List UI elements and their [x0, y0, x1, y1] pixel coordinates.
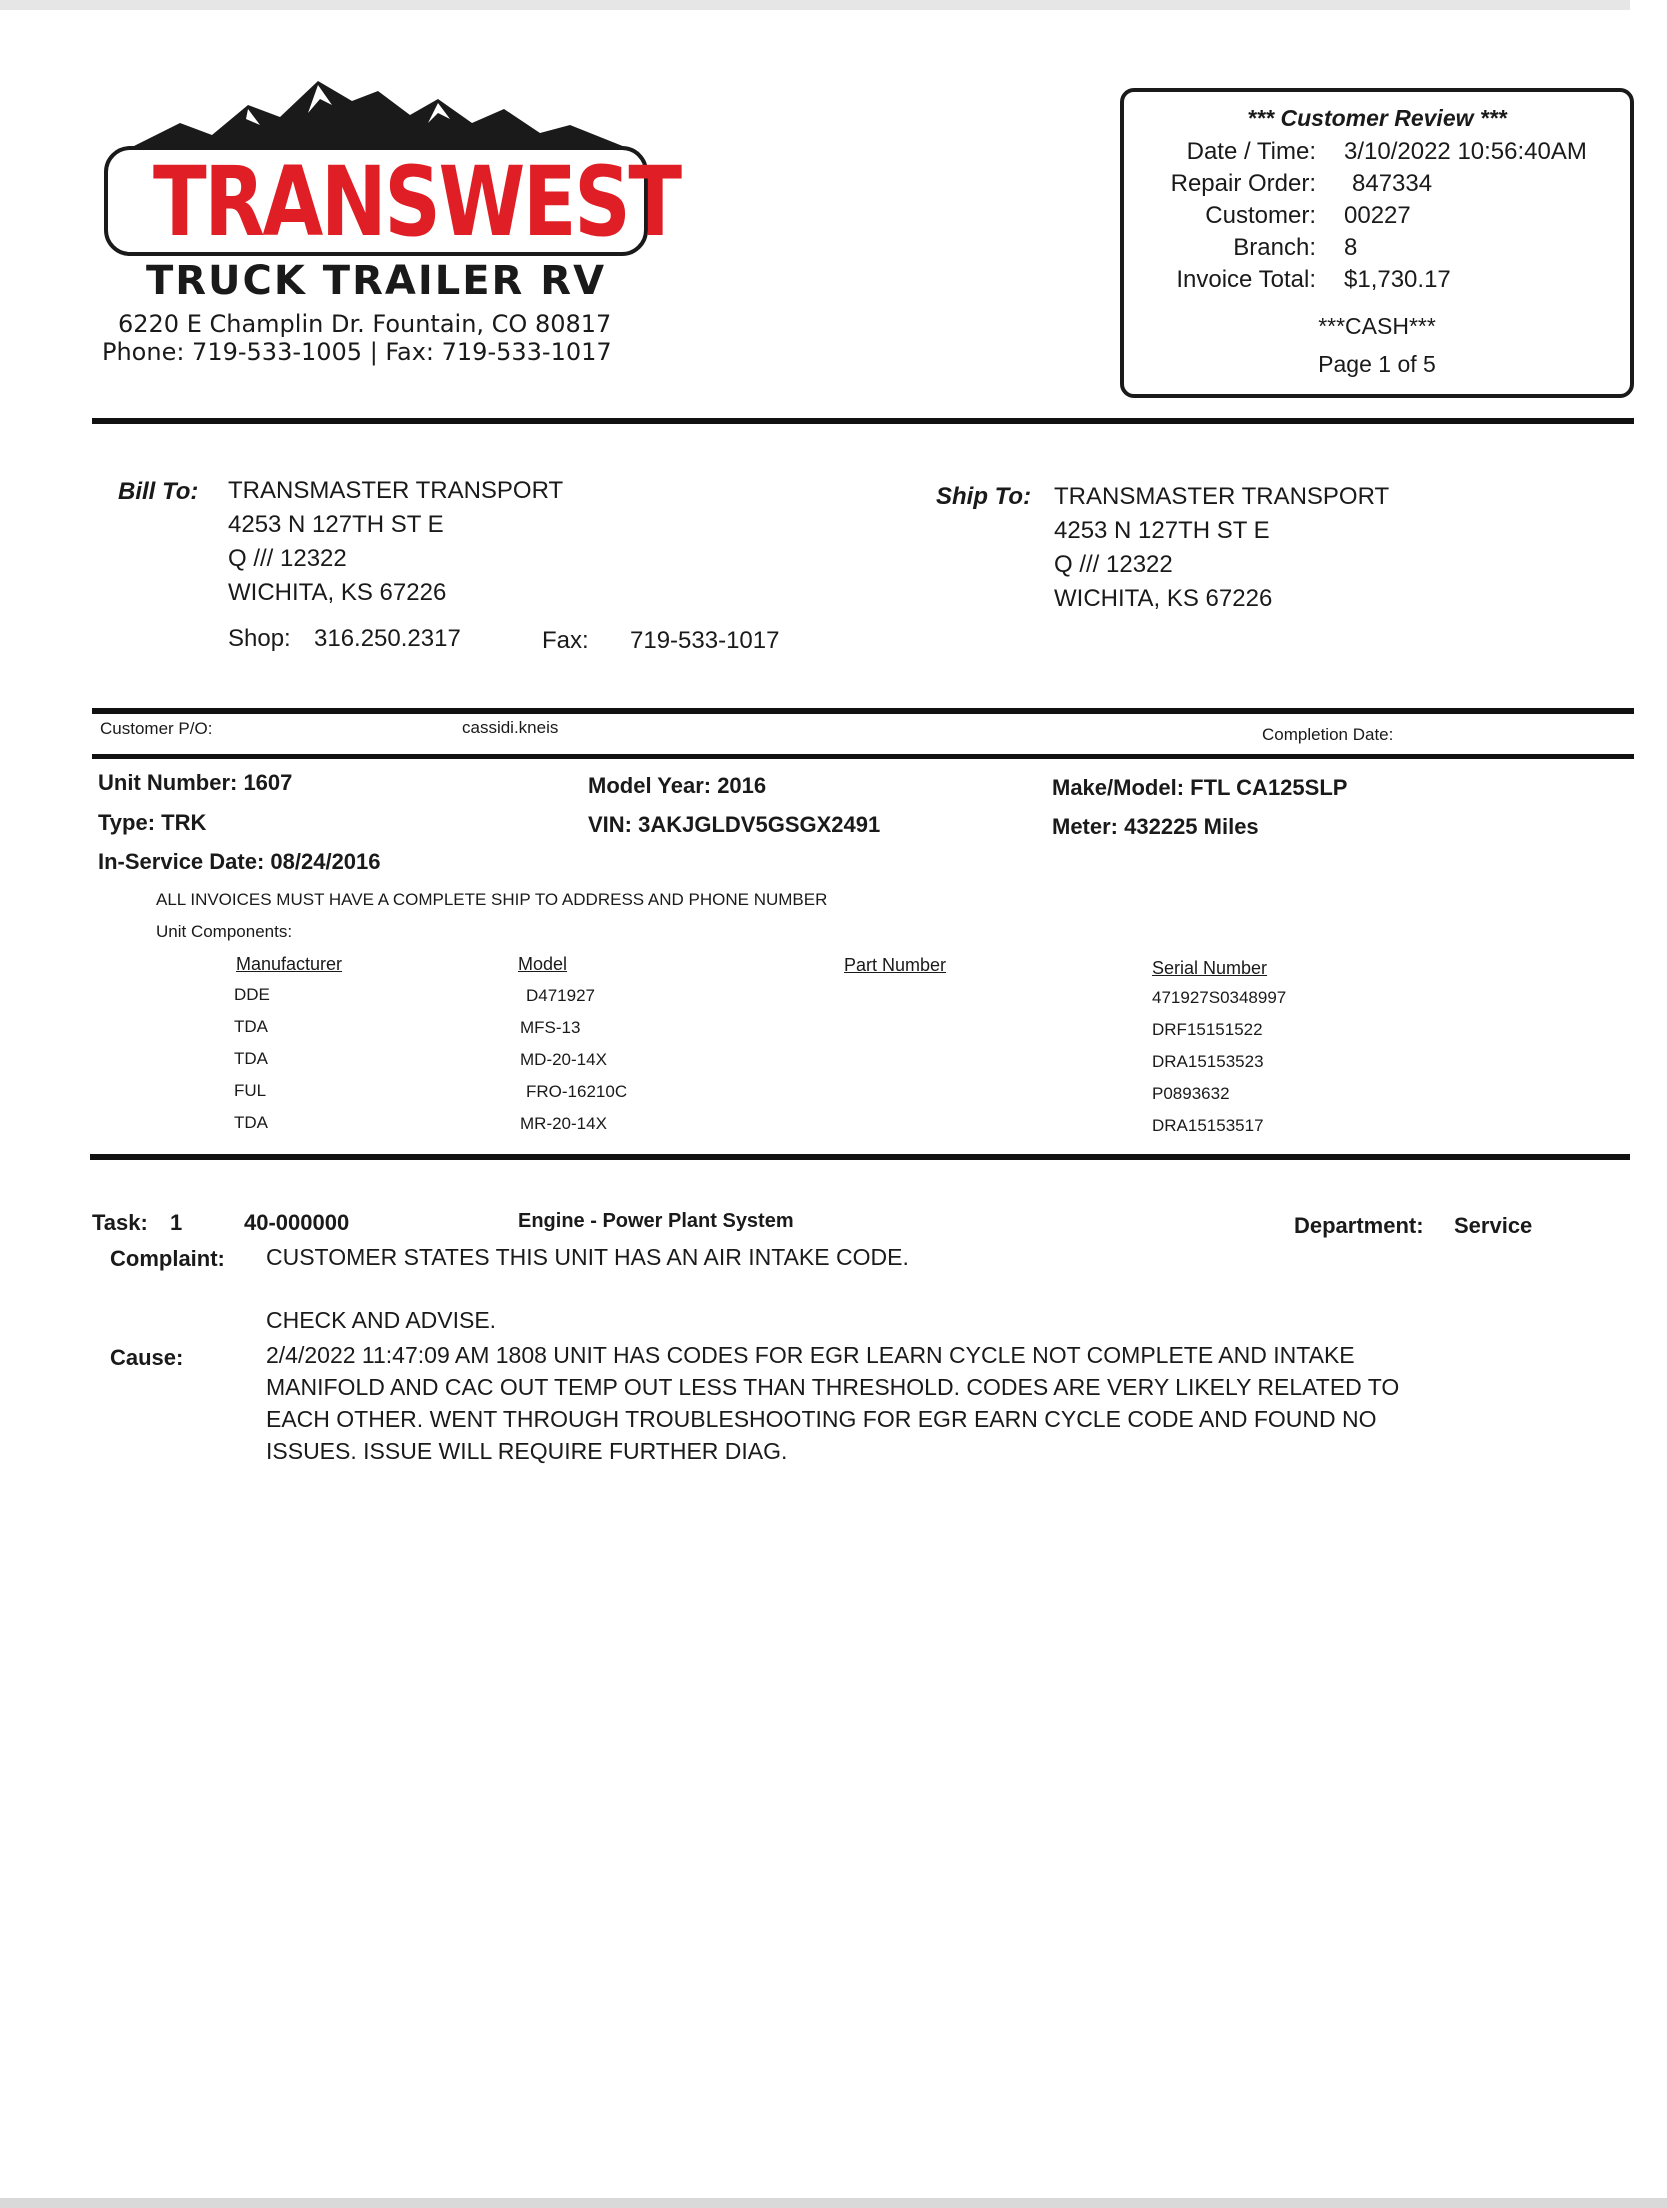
company-tagline: TRUCK TRAILER RV — [145, 258, 607, 304]
company-phone: Phone: 719-533-1005 | Fax: 719-533-1017 — [102, 338, 612, 366]
divider — [92, 754, 1634, 759]
divider — [90, 1154, 1630, 1160]
ship-to-label: Ship To: — [936, 483, 1032, 510]
make-model: Make/Model: FTL CA125SLP — [1052, 775, 1348, 800]
address-line: Q /// 12322 — [1054, 551, 1173, 578]
serial-column — [1152, 982, 1286, 1142]
address-line: 4253 N 127TH ST E — [1054, 517, 1270, 544]
model-year: Model Year: 2016 — [588, 773, 767, 798]
shop-phone: 316.250.2317 — [314, 625, 461, 652]
task-system: Engine - Power Plant System — [518, 1210, 794, 1232]
table-cell: DRF15151522 — [1152, 1020, 1263, 1039]
shop-label: Shop: — [228, 625, 291, 652]
divider — [92, 418, 1634, 424]
po-value: cassidi.kneis — [462, 718, 559, 737]
payment-type: ***CASH*** — [1318, 313, 1436, 339]
table-cell: MD-20-14X — [520, 1050, 607, 1069]
review-value: 3/10/2022 10:56:40AM — [1344, 138, 1587, 165]
address-line: Q /// 12322 — [228, 545, 347, 572]
review-value: $1,730.17 — [1344, 266, 1451, 293]
scan-top-edge — [0, 0, 1630, 10]
unit-number: Unit Number: 1607 — [98, 770, 293, 795]
review-label: Branch: — [1233, 234, 1316, 261]
in-service-date: In-Service Date: 08/24/2016 — [98, 849, 381, 874]
page-number: Page 1 of 5 — [1318, 351, 1436, 377]
bill-to-label: Bill To: — [118, 478, 199, 505]
table-cell: 471927S0348997 — [1152, 988, 1287, 1007]
model-column — [520, 980, 627, 1140]
address-line: WICHITA, KS 67226 — [228, 579, 447, 606]
address-line: TRANSMASTER TRANSPORT — [228, 477, 564, 504]
col-header-part-number: Part Number — [844, 955, 947, 975]
unit-type: Type: TRK — [98, 810, 207, 835]
review-label: Repair Order: — [1170, 170, 1316, 197]
cause-text — [266, 1339, 1399, 1467]
task-label: Task: — [92, 1210, 148, 1235]
address-line: WICHITA, KS 67226 — [1054, 585, 1273, 612]
company-address: 6220 E Champlin Dr. Fountain, CO 80817 — [118, 310, 612, 338]
ship-to-address — [1054, 480, 1389, 616]
table-cell: DRA15153523 — [1152, 1052, 1264, 1071]
review-value: 8 — [1344, 234, 1358, 261]
scan-bottom-edge — [0, 2198, 1667, 2208]
table-cell: MR-20-14X — [520, 1114, 607, 1133]
table-cell: DDE — [234, 985, 270, 1004]
cause-label: Cause: — [110, 1345, 184, 1370]
review-title: *** Customer Review *** — [1247, 105, 1507, 131]
review-label: Date / Time: — [1186, 138, 1316, 165]
table-cell: MFS-13 — [520, 1018, 581, 1037]
review-value: 847334 — [1352, 170, 1433, 197]
table-cell: FUL — [234, 1081, 267, 1100]
review-label: Customer: — [1205, 202, 1316, 229]
col-header-serial-number: Serial Number — [1152, 958, 1268, 978]
instruction-text: CHECK AND ADVISE. — [266, 1307, 497, 1333]
bill-to-address — [228, 474, 563, 610]
department-value: Service — [1454, 1213, 1533, 1238]
complaint-label: Complaint: — [110, 1246, 225, 1271]
meter: Meter: 432225 Miles — [1052, 814, 1259, 839]
cause-line: EACH OTHER. WENT THROUGH TROUBLESHOOTING FOR EGR EARN CYCLE CODE AND FOUND NO — [266, 1406, 1377, 1432]
address-line: TRANSMASTER TRANSPORT — [1054, 483, 1390, 510]
manufacturer-column — [234, 979, 270, 1139]
fax-label: Fax: — [542, 627, 589, 654]
task-number: 1 — [170, 1210, 183, 1235]
col-header-manufacturer: Manufacturer — [236, 954, 343, 974]
completion-date-label: Completion Date: — [1262, 725, 1394, 744]
cause-line: ISSUES. ISSUE WILL REQUIRE FURTHER DIAG. — [266, 1438, 788, 1464]
table-cell: FRO-16210C — [526, 1082, 628, 1101]
table-cell: TDA — [234, 1113, 268, 1132]
po-label: Customer P/O: — [100, 719, 213, 738]
components-label: Unit Components: — [156, 922, 293, 941]
task-code: 40-000000 — [244, 1210, 350, 1235]
review-value: 00227 — [1344, 202, 1411, 229]
table-cell: TDA — [234, 1017, 268, 1036]
fax-number: 719-533-1017 — [630, 627, 780, 654]
cause-line: MANIFOLD AND CAC OUT TEMP OUT LESS THAN THRESHOLD. CODES ARE VERY LIKELY RELATED TO — [266, 1374, 1400, 1400]
table-cell: D471927 — [526, 986, 596, 1005]
table-cell: DRA15153517 — [1152, 1116, 1264, 1135]
review-label: Invoice Total: — [1176, 266, 1316, 293]
department-label: Department: — [1294, 1213, 1424, 1238]
col-header-model: Model — [518, 954, 568, 974]
cause-line: 2/4/2022 11:47:09 AM 1808 UNIT HAS CODES FOR EGR LEARN CYCLE NOT COMPLETE AND INTAKE — [266, 1342, 1355, 1368]
divider — [92, 708, 1634, 714]
table-cell: P0893632 — [1152, 1084, 1230, 1103]
mountain-logo-icon — [120, 75, 640, 155]
company-logo-text: TRANSWEST — [152, 146, 680, 258]
vin: VIN: 3AKJGLDV5GSGX2491 — [588, 812, 881, 837]
invoice-notice: ALL INVOICES MUST HAVE A COMPLETE SHIP TO ADDRESS AND PHONE NUMBER — [156, 890, 828, 909]
complaint-text: CUSTOMER STATES THIS UNIT HAS AN AIR INTAKE CODE. — [266, 1244, 909, 1270]
address-line: 4253 N 127TH ST E — [228, 511, 444, 538]
table-cell: TDA — [234, 1049, 268, 1068]
